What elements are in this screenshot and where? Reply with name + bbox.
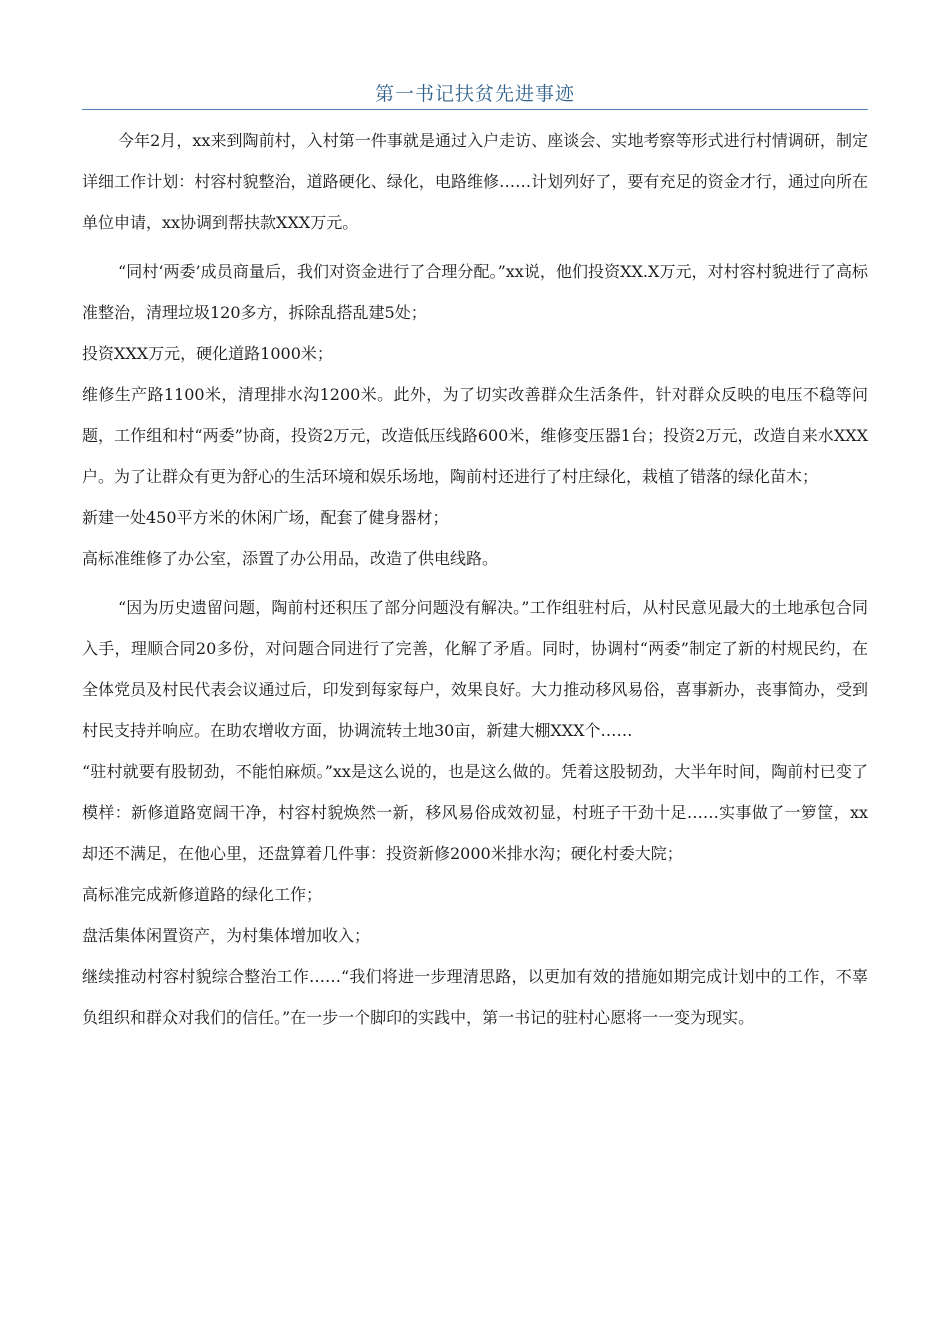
paragraph-maintenance: 维修生产路1100米，清理排水沟1200米。此外，为了切实改善群众生活条件，针对群众反映的电压不稳等问题，工作组和村“两委”协商，投资2万元，改造低压线路600米，维修变压器1台；投资2万元，改造自来水XXX户。为了让群众有更为舒心的生活环境和娱乐场地，陶前村还进行了村庄绿化，栽植了错落的绿化苗木； [82,385,868,486]
paragraph-intro: 今年2月，xx来到陶前村，入村第一件事就是通过入户走访、座谈会、实地考察等形式进行村情调研，制定详细工作计划：村容村貌整治，道路硬化、绿化，电路维修……计划列好了，要有充足的资金才行，通过向所在单位申请，xx协调到帮扶款XXX万元。 [82,131,868,232]
paragraph-persistence: “驻村就要有股韧劲，不能怕麻烦。”xx是这么说的，也是这么做的。凭着这股韧劲，大半年时间，陶前村已变了模样：新修道路宽阔干净，村容村貌焕然一新，移风易俗成效初显，村班子干劲十足……实事做了一箩筐，xx却还不满足，在他心里，还盘算着几件事：投资新修2000米排水沟；硬化村委大院； [82,762,868,863]
paragraph-history: “因为历史遗留问题，陶前村还积压了部分问题没有解决。”工作组驻村后，从村民意见最大的土地承包合同入手，理顺合同20多份，对问题合同进行了完善，化解了矛盾。同时，协调村“两委”制定了新的村规民约，在全体党员及村民代表会议通过后，印发到每家每户，效果良好。大力推动移风易俗，喜事新办，丧事简办，受到村民支持并响应。在助农增收方面，协调流转土地30亩，新建大棚XXX个…… [82,598,868,740]
document-title: 第一书记扶贫先进事迹 [374,83,575,105]
paragraph-conclusion: 继续推动村容村貌综合整治工作……“我们将进一步理清思路，以更加有效的措施如期完成计划中的工作，不辜负组织和群众对我们的信任。”在一步一个脚印的实践中，第一书记的驻村心愿将一一变为现实。 [82,967,868,1027]
paragraph-greening: 高标准完成新修道路的绿化工作； [82,885,323,904]
paragraph-funding: “同村‘两委’成员商量后，我们对资金进行了合理分配。”xx说，他们投资XX.X万元，对村容村貌进行了高标准整治，清理垃圾120多方，拆除乱搭乱建5处； [82,262,868,322]
document-body [82,120,868,1038]
paragraph-road: 投资XXX万元，硬化道路1000米； [82,344,333,363]
paragraph-office: 高标准维修了办公室，添置了办公用品，改造了供电线路。 [82,549,499,568]
paragraph-plaza: 新建一处450平方米的休闲广场，配套了健身器材； [82,508,449,527]
title-underline [82,109,868,110]
paragraph-assets: 盘活集体闲置资产，为村集体增加收入； [82,926,371,945]
